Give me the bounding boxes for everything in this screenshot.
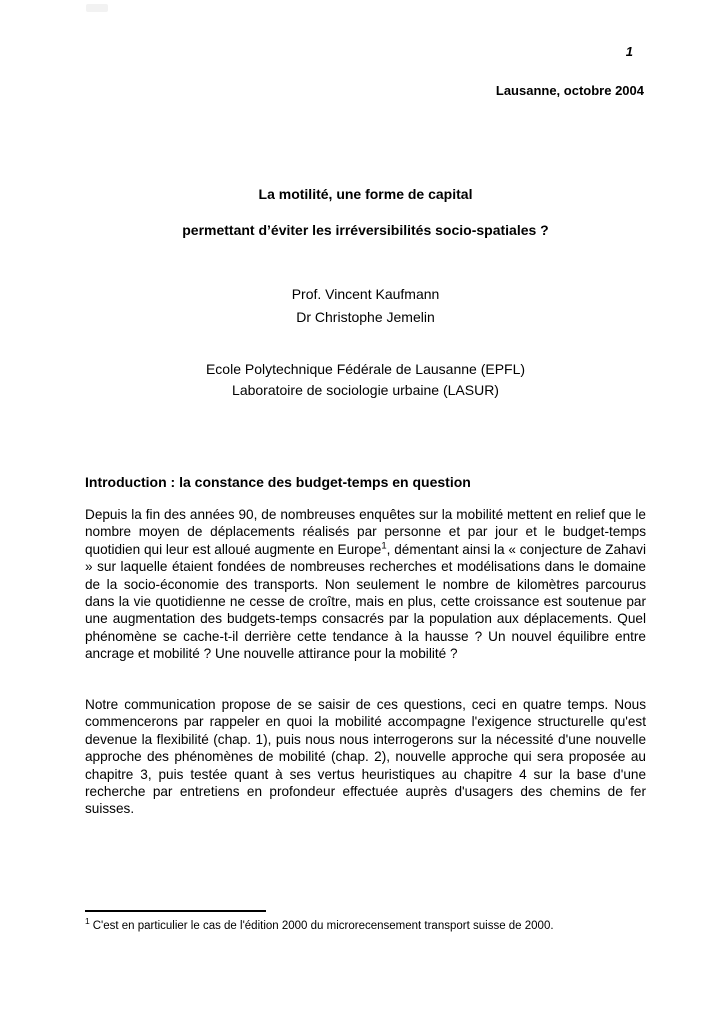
footnote-reference-marker: 1 <box>381 540 387 552</box>
footnote <box>85 916 646 933</box>
paragraph-1-text-before-note: Depuis la fin des années 90, de nombreuses enquêtes sur la mobilité mettent en relief que le nombre moyen de déplacements réalisés par personne et par jour et le budget-temps quotidien qui leur est alloué augmente en Europe <box>85 507 646 557</box>
affiliation-laboratory: Laboratoire de sociologie urbaine (LASUR) <box>232 382 499 398</box>
intro-paragraph-1 <box>85 506 646 663</box>
paragraph-1-text-after-note: , démentant ainsi la « conjecture de Zahavi » sur laquelle étaient fondées de nombreuses recherches et modélisations dans le domaine de la socio-économie des transports. Non seulement le nombre de kilomètres parcourus dans la vie quotidienne ne cesse de croître, mais en plus, cette croissance est soutenue par une augmentation des budgets-temps consacrés par la population aux déplacements. Quel phénomène se cache-t-il derrière cette tendance à la hausse ? Un nouvel équilibre entre ancrage et mobilité ? Une nouvelle attirance pour la mobilité ? <box>85 541 646 662</box>
authors <box>85 286 646 325</box>
intro-paragraph-2: Notre communication propose de se saisir de ces questions, ceci en quatre temps. Nous commencerons par rappeler en quoi la mobilité accompagne l'exigence structurelle qu'est devenue la flexibilité (chap. 1), puis nous nous interrogerons sur la nécessité d'une nouvelle approche des phénomènes de mobilité (chap. 2), nouvelle approche qui sera proposée au chapitre 3, puis testée quant à ses vertus heuristiques au chapitre 4 sur la base d'une recherche par entretiens en profondeur effectuée auprès d'usagers des chemins de fer suisses. <box>85 697 646 817</box>
paper-title-line2: permettant d’éviter les irréversibilités socio-spatiales ? <box>182 222 549 238</box>
dateline: Lausanne, octobre 2004 <box>495 83 644 98</box>
section-heading-introduction: Introduction : la constance des budget-temps en question <box>85 474 471 490</box>
author-2: Dr Christophe Jemelin <box>296 309 435 325</box>
affiliation-institution: Ecole Polytechnique Fédérale de Lausanne (EPFL) <box>205 361 526 377</box>
scan-artifact <box>86 4 108 12</box>
page-number: 1 <box>625 44 633 59</box>
footnote-marker: 1 <box>85 916 90 927</box>
footnote-text: C'est en particulier le cas de l'édition 2000 du microrecensement transport suisse de 2000. <box>92 920 554 932</box>
footnote-separator-rule <box>85 910 266 912</box>
author-1: Prof. Vincent Kaufmann <box>291 286 440 302</box>
affiliation <box>85 361 646 398</box>
paper-title-line1: La motilité, une forme de capital <box>258 186 473 202</box>
paper-title <box>85 186 646 238</box>
